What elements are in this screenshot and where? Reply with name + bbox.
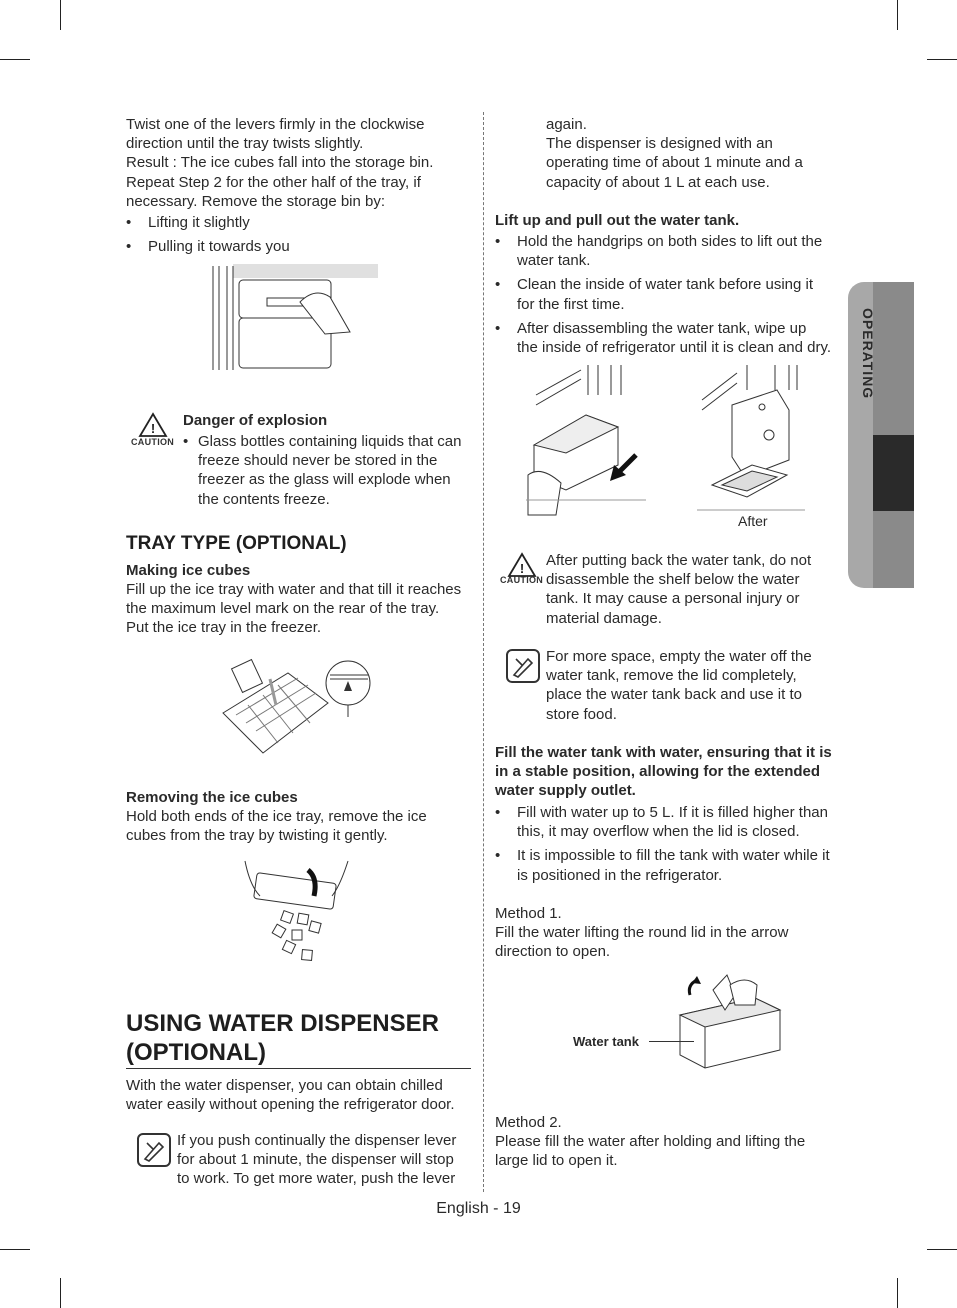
tank-removal-illustration [526,365,648,530]
fill-tank-list [495,803,850,890]
crop-mark [897,0,898,30]
text-line: Fill up the ice tray with water and that till it reaches [126,581,462,598]
intro-text [126,115,476,211]
remove-bin-list [126,213,466,261]
list-item [495,232,845,270]
tray-type-heading: TRAY TYPE (OPTIONAL) [126,533,347,554]
list-item [495,803,850,841]
storage-bin-illustration [205,262,380,374]
text-line: necessary. Remove the storage bin by: [126,192,386,210]
crop-mark [0,1249,30,1250]
lift-tank-list [495,232,845,362]
heading-line: (OPTIONAL) [126,1039,266,1066]
text-line: Please fill the water after holding and lifting the [495,1133,806,1151]
text-line: tank. It may cause a personal injury or [546,590,800,608]
heading-rule [126,1068,471,1069]
text-line: freezer as the glass will explode when [198,471,451,489]
text-line: the contents freeze. [198,490,330,508]
text-line: • Fill with water up to 5 L. If it is filled higher than [517,804,828,821]
text-line: • It is impossible to fill the tank with water while it [517,847,830,865]
tank-removed-illustration [697,365,807,530]
danger-title: Danger of explosion [183,412,328,429]
text-line: Twist one of the levers firmly in the clockwise [126,116,425,133]
text-line: capacity of about 1 L at each use. [546,173,770,191]
fill-tank-title [495,743,850,801]
caution-label: CAUTION [500,575,544,585]
text-line: direction to open. [495,943,611,961]
text-line: Fill the water lifting the round lid in the arrow [495,924,789,942]
text-line: cubes from the tray by twisting it gently. [126,827,388,845]
warning-triangle-icon [138,412,168,438]
text-line: the inside of refrigerator until it is clean and dry. [517,339,832,357]
text-line: this, it may overflow when the lid is closed. [517,823,800,841]
removing-ice-text [126,807,476,845]
text-line: Repeat Step 2 for the other half of the tray, if [126,173,421,191]
text-line: for the first time. [517,295,625,313]
text-line: material damage. [546,609,662,627]
text-line: large lid to open it. [495,1152,618,1170]
svg-text:!: ! [150,421,156,436]
making-ice-text [126,580,476,638]
text-line: If you push continually the dispenser lever [177,1132,457,1149]
text-line: • Hold the handgrips on both sides to lift out the [517,233,823,250]
caution-text [546,551,846,628]
text-line: Glass bottles containing liquids that can [198,433,462,450]
note-icon [137,1133,171,1167]
after-caption: After [738,513,768,529]
method-2-text [495,1113,850,1171]
dispenser-note-continued [546,115,846,192]
side-tab-segment [873,282,914,435]
list-item [495,846,850,884]
svg-text:!: ! [519,561,525,576]
list-item: • Lifting it slightly [126,213,466,232]
list-item: • Pulling it towards you [126,237,466,256]
side-tab-active-segment [873,435,914,511]
ice-tray-fill-illustration [218,653,378,758]
side-tab-label: OPERATING [860,308,876,400]
crop-mark [0,59,30,60]
caution-label: CAUTION [131,437,175,447]
text-line: After putting back the water tank, do not [546,552,812,569]
twist-tray-illustration [240,856,360,966]
water-tank-label: Water tank [573,1034,639,1049]
page-footer: English - 19 [436,1200,521,1217]
column-divider [483,112,484,1192]
text-line: • Clean the inside of water tank before using it [517,276,814,294]
crop-mark [927,1249,957,1250]
text-line: water easily without opening the refrigerator door. [126,1096,455,1114]
crop-mark [897,1278,898,1308]
text-line: With the water dispenser, you can obtain chilled [126,1077,443,1094]
text-line: Hold both ends of the ice tray, remove the ice [126,808,427,825]
list-item [495,275,845,313]
text-line: direction until the tray twists slightly. [126,135,364,153]
text-line: to work. To get more water, push the lever [177,1170,456,1188]
text-line: is positioned in the refrigerator. [517,866,723,884]
crop-mark [927,59,957,60]
dispenser-intro [126,1076,476,1114]
method-1-text [495,904,850,962]
text-line: place the water tank back and use it to [546,686,802,704]
side-tab-segment [873,511,914,588]
danger-text: • Glass bottles containing liquids that can freeze should never be stored in the freezer as the glass will explode when the contents freeze. [183,432,478,509]
text-line: in a stable position, allowing for the extended [495,763,821,781]
text-line: For more space, empty the water off the [546,648,812,665]
text-line: water tank, remove the lid completely, [546,667,797,685]
text-line: Put the ice tray in the freezer. [126,619,322,637]
text-line: again. [546,116,587,133]
making-ice-title: Making ice cubes [126,562,251,579]
space-note [546,647,846,724]
dispenser-note [177,1131,477,1189]
text-line: Method 1. [495,905,562,922]
note-icon [506,649,540,683]
text-line: water supply outlet. [495,782,636,800]
crop-mark [60,1278,61,1308]
leader-line [649,1041,694,1042]
text-line: operating time of about 1 minute and a [546,154,803,172]
text-line: • After disassembling the water tank, wipe up [517,319,807,337]
crop-mark [60,0,61,30]
text-line: The dispenser is designed with an [546,135,773,153]
text-line: Method 2. [495,1114,562,1131]
list-item [495,319,845,357]
lift-tank-title: Lift up and pull out the water tank. [495,212,740,229]
text-line: the maximum level mark on the rear of the tray. [126,600,440,618]
dispenser-heading [126,1009,471,1067]
removing-ice-title: Removing the ice cubes [126,789,298,806]
text-line: store food. [546,705,617,723]
water-tank-fill-illustration [645,970,785,1075]
text-line: disassemble the shelf below the water [546,571,800,589]
heading-line: USING WATER DISPENSER [126,1010,439,1037]
text-line: water tank. [517,252,591,270]
text-line: Result : The ice cubes fall into the storage bin. [126,154,434,172]
text-line: Fill the water tank with water, ensuring that it is [495,744,832,761]
text-line: for about 1 minute, the dispenser will stop [177,1151,454,1169]
text-line: freeze should never be stored in the [198,452,438,470]
